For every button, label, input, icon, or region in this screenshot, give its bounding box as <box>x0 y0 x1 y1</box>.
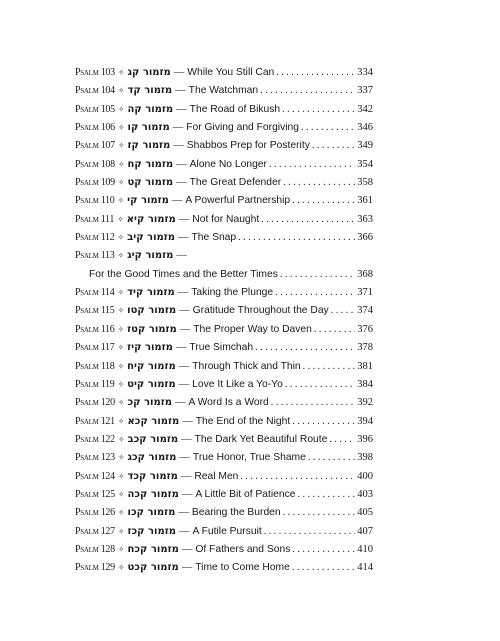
dash: — <box>173 140 184 152</box>
psalm-number: Psalm 112 <box>75 232 115 244</box>
entry-title: Shabbos Prep for Posterity <box>186 140 310 152</box>
toc-entry[interactable] <box>75 339 373 357</box>
separator-icon: ✧ <box>117 453 125 463</box>
dash: — <box>176 158 187 170</box>
toc-entry[interactable] <box>75 192 373 210</box>
dash: — <box>179 452 190 464</box>
psalm-number: Psalm 127 <box>75 525 115 537</box>
toc-entry[interactable] <box>75 559 373 577</box>
page-number: 349 <box>357 140 373 152</box>
page-number: 334 <box>357 67 373 78</box>
hebrew-heading: מזמור קיז <box>127 342 173 354</box>
separator-icon: ✧ <box>117 159 125 169</box>
page-number: 394 <box>357 415 373 427</box>
hebrew-heading: מזמור קיד <box>127 287 175 299</box>
separator-icon: ✧ <box>117 416 125 426</box>
psalm-number: Psalm 124 <box>75 470 115 482</box>
page-number: 358 <box>357 177 373 189</box>
hebrew-heading: מזמור קט <box>127 177 174 189</box>
hebrew-heading: מזמור קכח <box>127 543 179 555</box>
dash: — <box>175 85 186 97</box>
page-number: 337 <box>357 85 373 97</box>
psalm-number: Psalm 118 <box>75 360 115 372</box>
dash: — <box>172 122 184 134</box>
toc-entry[interactable] <box>75 431 373 449</box>
toc-entry[interactable] <box>75 82 373 100</box>
dash: — <box>176 103 187 115</box>
page-number: 354 <box>357 158 373 170</box>
hebrew-heading: מזמור קטו <box>127 305 177 317</box>
entry-title: Gratitude Throughout the Day <box>192 305 329 317</box>
dot-leader <box>238 229 355 247</box>
toc-entry[interactable] <box>75 156 373 174</box>
separator-icon: ✧ <box>117 563 125 573</box>
separator-icon: ✧ <box>117 178 125 188</box>
hebrew-heading: מזמור קכד <box>127 470 178 482</box>
page-number: 366 <box>357 232 373 244</box>
separator-icon: ✧ <box>117 343 125 353</box>
entry-title: For the Good Times and the Better Times <box>89 268 278 280</box>
page-number: 396 <box>357 433 373 445</box>
dot-leader <box>308 449 355 467</box>
dash: — <box>180 470 192 482</box>
hebrew-heading: מזמור קו <box>127 122 170 134</box>
dash: — <box>176 250 187 262</box>
entry-title: The Snap <box>191 232 237 244</box>
separator-icon: ✧ <box>117 324 125 334</box>
hebrew-heading: מזמור קכ <box>127 397 172 409</box>
dash: — <box>175 342 187 354</box>
dash: — <box>181 562 193 574</box>
dot-leader <box>280 266 355 284</box>
page-number: 384 <box>357 378 373 390</box>
dash: — <box>181 543 193 555</box>
dot-leader <box>275 284 355 302</box>
toc-entry[interactable] <box>75 101 373 119</box>
dot-leader <box>260 82 355 100</box>
entry-title: Bearing the Burden <box>191 507 281 519</box>
page-number: 378 <box>357 342 373 354</box>
separator-icon: ✧ <box>117 434 125 444</box>
psalm-number: Psalm 119 <box>75 378 115 390</box>
entry-title: Real Men <box>194 470 239 482</box>
page-number: 368 <box>357 268 373 280</box>
dash: — <box>177 287 189 299</box>
toc-entry[interactable] <box>75 321 373 339</box>
psalm-number: Psalm 116 <box>75 323 115 335</box>
psalm-number: Psalm 123 <box>75 452 115 464</box>
dash: — <box>177 232 189 244</box>
entry-title: The Proper Way to Daven <box>193 323 312 335</box>
entry-title: A Powerful Partnership <box>185 195 291 207</box>
entry-title: The End of the Night <box>195 415 291 427</box>
toc-entry[interactable] <box>75 358 373 376</box>
psalm-number: Psalm 114 <box>75 287 115 299</box>
dot-leader <box>292 413 355 431</box>
hebrew-heading: מזמור קכב <box>127 433 179 445</box>
page-number: 342 <box>357 103 373 115</box>
dash: — <box>182 415 193 427</box>
hebrew-heading: מזמור קי <box>127 195 169 207</box>
dot-leader <box>303 358 356 376</box>
separator-icon: ✧ <box>117 104 125 114</box>
dash: — <box>174 397 186 409</box>
separator-icon: ✧ <box>117 361 125 371</box>
psalm-number: Psalm 121 <box>75 415 115 427</box>
psalm-number: Psalm 115 <box>75 305 115 317</box>
separator-icon: ✧ <box>117 233 125 243</box>
psalm-number: Psalm 110 <box>75 195 115 207</box>
entry-title: The Watchman <box>188 85 259 97</box>
entry-title: Alone No Longer <box>189 158 267 170</box>
toc-entry[interactable] <box>75 174 373 192</box>
dot-leader <box>329 431 355 449</box>
toc-entry[interactable] <box>75 247 373 284</box>
hebrew-heading: מזמור קכז <box>127 525 176 537</box>
toc-entry[interactable] <box>75 284 373 302</box>
separator-icon: ✧ <box>117 398 125 408</box>
toc-entry[interactable] <box>75 541 373 559</box>
entry-title: The Great Defender <box>189 177 282 189</box>
toc-entry[interactable] <box>75 413 373 431</box>
page-number: 410 <box>357 543 373 555</box>
separator-icon: ✧ <box>117 489 125 499</box>
separator-icon: ✧ <box>117 196 125 206</box>
psalm-number: Psalm 113 <box>75 250 115 262</box>
psalm-number: Psalm 107 <box>75 140 115 152</box>
entry-title: A Little Bit of Patience <box>195 488 296 500</box>
toc-entry[interactable] <box>75 119 373 137</box>
dash: — <box>178 525 190 537</box>
toc-entry[interactable] <box>75 229 373 247</box>
hebrew-heading: מזמור קד <box>127 85 173 97</box>
psalm-number: Psalm 122 <box>75 433 115 445</box>
dot-leader <box>312 137 355 155</box>
hebrew-heading: מזמור קז <box>127 140 171 152</box>
psalm-number: Psalm 108 <box>75 158 115 170</box>
dash: — <box>181 433 192 445</box>
dot-leader <box>283 504 356 522</box>
hebrew-heading: מזמור קכא <box>127 415 180 427</box>
hebrew-heading: מזמור קיח <box>127 360 176 372</box>
entry-title: True Simchah <box>189 342 254 354</box>
dot-leader <box>292 541 355 559</box>
page-number: 405 <box>357 507 373 519</box>
separator-icon: ✧ <box>117 526 125 536</box>
entry-title: For Giving and Forgiving <box>186 122 299 134</box>
toc-entry[interactable] <box>75 137 373 155</box>
hebrew-heading: מזמור קיא <box>126 213 176 225</box>
psalm-number: Psalm 106 <box>75 122 115 134</box>
dot-leader <box>264 523 356 541</box>
dot-leader <box>283 174 355 192</box>
dash: — <box>179 323 191 335</box>
dash: — <box>179 305 190 317</box>
hebrew-heading: מזמור קג <box>127 67 171 78</box>
separator-icon: ✧ <box>117 379 125 389</box>
hebrew-heading: מזמור קח <box>127 158 174 170</box>
page-number: 400 <box>357 470 373 482</box>
toc-entry[interactable] <box>75 468 373 486</box>
page-number: 392 <box>357 397 373 409</box>
separator-icon: ✧ <box>117 471 125 481</box>
entry-title: Not for Naught <box>192 213 260 225</box>
entry-title: Of Fathers and Sons <box>195 543 291 555</box>
page-number: 376 <box>357 323 373 335</box>
dot-leader <box>298 486 356 504</box>
toc-entry[interactable] <box>75 449 373 467</box>
dash: — <box>178 378 190 390</box>
psalm-number: Psalm 129 <box>75 562 115 574</box>
entry-title: The Road of Bikush <box>189 103 281 115</box>
hebrew-heading: מזמור קטז <box>127 323 177 335</box>
hebrew-heading: מזמור קיט <box>127 378 176 390</box>
psalm-number: Psalm 117 <box>75 342 115 354</box>
page-number: 414 <box>357 562 373 574</box>
dash: — <box>178 213 190 225</box>
separator-icon: ✧ <box>117 141 125 151</box>
separator-icon: ✧ <box>117 86 125 96</box>
hebrew-heading: מזמור קיב <box>127 232 175 244</box>
page-number: 371 <box>357 287 373 299</box>
dot-leader <box>271 394 355 412</box>
psalm-number: Psalm 126 <box>75 507 115 519</box>
table-of-contents <box>75 64 373 578</box>
entry-title: While You Still Can <box>187 67 275 78</box>
toc-entry[interactable] <box>75 302 373 320</box>
entry-title: A Futile Pursuit <box>192 525 262 537</box>
entry-title: True Honor, True Shame <box>192 452 306 464</box>
hebrew-heading: מזמור קכו <box>127 507 176 519</box>
toc-entry[interactable] <box>75 64 373 82</box>
toc-entry[interactable] <box>75 394 373 412</box>
dot-leader <box>276 64 355 82</box>
entry-title: Taking the Plunge <box>191 287 274 299</box>
psalm-number: Psalm 104 <box>75 85 115 97</box>
dash: — <box>171 195 183 207</box>
dot-leader <box>269 156 355 174</box>
separator-icon: ✧ <box>117 288 125 298</box>
entry-first-line <box>75 247 373 265</box>
psalm-number: Psalm 109 <box>75 177 115 189</box>
psalm-number: Psalm 128 <box>75 543 115 555</box>
dash: — <box>178 360 190 372</box>
entry-title: Time to Come Home <box>195 562 290 574</box>
entry-title: The Dark Yet Beautiful Route <box>194 433 328 445</box>
dot-leader <box>292 192 355 210</box>
psalm-number: Psalm 125 <box>75 488 115 500</box>
toc-entry[interactable] <box>75 523 373 541</box>
psalm-number: Psalm 105 <box>75 103 115 115</box>
dot-leader <box>261 211 355 229</box>
dash: — <box>181 488 193 500</box>
dot-leader <box>282 101 355 119</box>
entry-title: Love It Like a Yo-Yo <box>192 378 283 390</box>
dash: — <box>178 507 189 519</box>
separator-icon: ✧ <box>117 544 125 554</box>
page-number: 403 <box>357 488 373 500</box>
toc-entry[interactable] <box>75 486 373 504</box>
separator-icon: ✧ <box>117 306 125 316</box>
page-number: 407 <box>357 525 373 537</box>
entry-title: Through Thick and Thin <box>192 360 301 372</box>
hebrew-heading: מזמור קיג <box>127 250 174 262</box>
toc-entry[interactable] <box>75 504 373 522</box>
dash: — <box>173 67 185 78</box>
dash: — <box>176 177 187 189</box>
dot-leader <box>331 302 356 320</box>
separator-icon: ✧ <box>117 68 125 77</box>
dot-leader <box>285 376 355 394</box>
dot-leader <box>255 339 355 357</box>
hebrew-heading: מזמור קכה <box>127 488 179 500</box>
entry-second-line <box>75 266 373 284</box>
page-number: 363 <box>357 213 373 225</box>
entry-title: A Word Is a Word <box>188 397 269 409</box>
toc-entry[interactable] <box>75 376 373 394</box>
separator-icon: ✧ <box>117 123 125 133</box>
page-number: 381 <box>357 360 373 372</box>
psalm-number: Psalm 111 <box>75 213 115 225</box>
dot-leader <box>301 119 355 137</box>
dot-leader <box>240 468 355 486</box>
separator-icon: ✧ <box>117 508 125 518</box>
hebrew-heading: מזמור קה <box>127 103 174 115</box>
page-number: 361 <box>357 195 373 207</box>
psalm-number: Psalm 120 <box>75 397 115 409</box>
dot-leader <box>314 321 355 339</box>
dot-leader <box>292 559 355 577</box>
separator-icon: ✧ <box>117 251 125 261</box>
separator-icon: ✧ <box>117 214 124 224</box>
hebrew-heading: מזמור קכט <box>127 562 179 574</box>
hebrew-heading: מזמור קכג <box>127 452 177 464</box>
page-number: 346 <box>357 122 373 134</box>
page-number: 374 <box>357 305 373 317</box>
toc-entry[interactable] <box>75 211 373 229</box>
psalm-number: Psalm 103 <box>75 67 115 78</box>
page-number: 398 <box>357 452 373 464</box>
